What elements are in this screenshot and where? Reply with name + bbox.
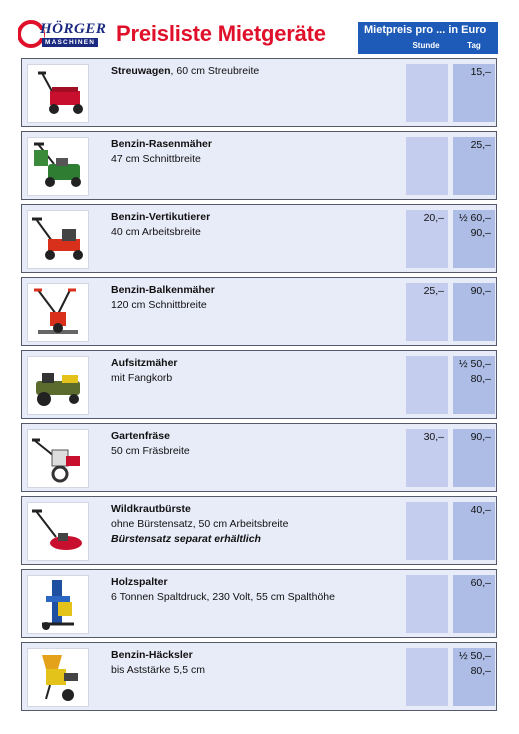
item-name: Streuwagen [111,65,171,77]
item-name: Wildkrautbürste [111,503,191,515]
price-tag-cell [453,283,495,341]
item-name: Holzspalter [111,576,168,588]
item-detail: 47 cm Schnittbreite [111,153,201,165]
item-description [111,429,401,459]
price-tag-cell [453,137,495,195]
brand-logo [18,18,114,50]
price-header-title: Mietpreis pro ... in Euro [364,24,487,36]
price-tag: 25,– [470,139,491,151]
price-tag-cell [453,648,495,706]
item-name: Gartenfräse [111,430,170,442]
log-splitter-icon [27,575,89,634]
price-tag-full: 90,– [470,227,491,239]
item-detail: 40 cm Arbeitsbreite [111,226,201,238]
price-stunde-cell [406,648,448,706]
price-stunde-cell [406,64,448,122]
price-stunde-cell [406,575,448,633]
price-row [21,58,497,127]
item-name: Benzin-Häcksler [111,649,193,661]
price-tag: 90,– [470,431,491,443]
item-detail: 6 Tonnen Spaltdruck, 230 Volt, 55 cm Spalthöhe [111,591,335,603]
price-tag-full: 80,– [470,665,491,677]
item-description [111,64,401,79]
item-name: Benzin-Balkenmäher [111,284,215,296]
tiller-icon [27,429,89,488]
price-stunde-cell [406,429,448,487]
item-detail: ohne Bürstensatz, 50 cm Arbeitsbreite [111,518,289,530]
price-tag-half: ½ 60,– [458,212,491,224]
price-row [21,496,497,565]
item-detail: 120 cm Schnittbreite [111,299,207,311]
price-stunde: 25,– [423,285,444,297]
price-row [21,277,497,346]
price-tag: 90,– [470,285,491,297]
price-stunde-cell [406,356,448,414]
logo-wordmark: HÖRGER [40,21,107,37]
item-name: Benzin-Vertikutierer [111,211,211,223]
item-description [111,648,401,678]
price-row [21,642,497,711]
price-tag-cell [453,575,495,633]
price-stunde-cell [406,283,448,341]
item-detail: bis Aststärke 5,5 cm [111,664,205,676]
price-row [21,131,497,200]
column-header-tag: Tag [467,41,481,50]
lawnmower-icon [27,137,89,196]
item-name: Aufsitzmäher [111,357,178,369]
price-tag: 15,– [470,66,491,78]
price-tag-cell [453,64,495,122]
riding-mower-icon [27,356,89,415]
price-tag-half: ½ 50,– [458,650,491,662]
chipper-icon [27,648,89,707]
spreader-icon [27,64,89,123]
item-description [111,283,401,313]
price-tag-cell [453,356,495,414]
item-description [111,210,401,240]
price-tag-cell [453,502,495,560]
column-header-stunde: Stunde [412,41,440,50]
price-tag: 40,– [470,504,491,516]
weed-brush-icon [27,502,89,561]
item-detail: 50 cm Fräsbreite [111,445,190,457]
price-stunde: 30,– [423,431,444,443]
item-note: Bürstensatz separat erhältlich [111,533,261,545]
price-stunde-cell [406,137,448,195]
item-description [111,502,401,547]
price-row [21,423,497,492]
price-stunde-cell [406,502,448,560]
price-tag-cell [453,210,495,268]
price-tag-half: ½ 50,– [458,358,491,370]
price-row [21,204,497,273]
item-description [111,575,401,605]
item-description [111,356,401,386]
price-tag: 60,– [470,577,491,589]
item-description [111,137,401,167]
price-stunde-cell [406,210,448,268]
price-stunde: 20,– [423,212,444,224]
page-title: Preisliste Mietgeräte [116,21,326,46]
item-name: Benzin-Rasenmäher [111,138,212,150]
logo-subline: MASCHINEN [42,38,98,47]
price-column-header [358,22,498,54]
item-detail: , 60 cm Streubreite [170,65,260,77]
header [0,0,519,58]
price-tag-full: 80,– [470,373,491,385]
bar-mower-icon [27,283,89,342]
price-row [21,569,497,638]
price-row [21,350,497,419]
scarifier-icon [27,210,89,269]
item-detail: mit Fangkorb [111,372,173,384]
price-tag-cell [453,429,495,487]
